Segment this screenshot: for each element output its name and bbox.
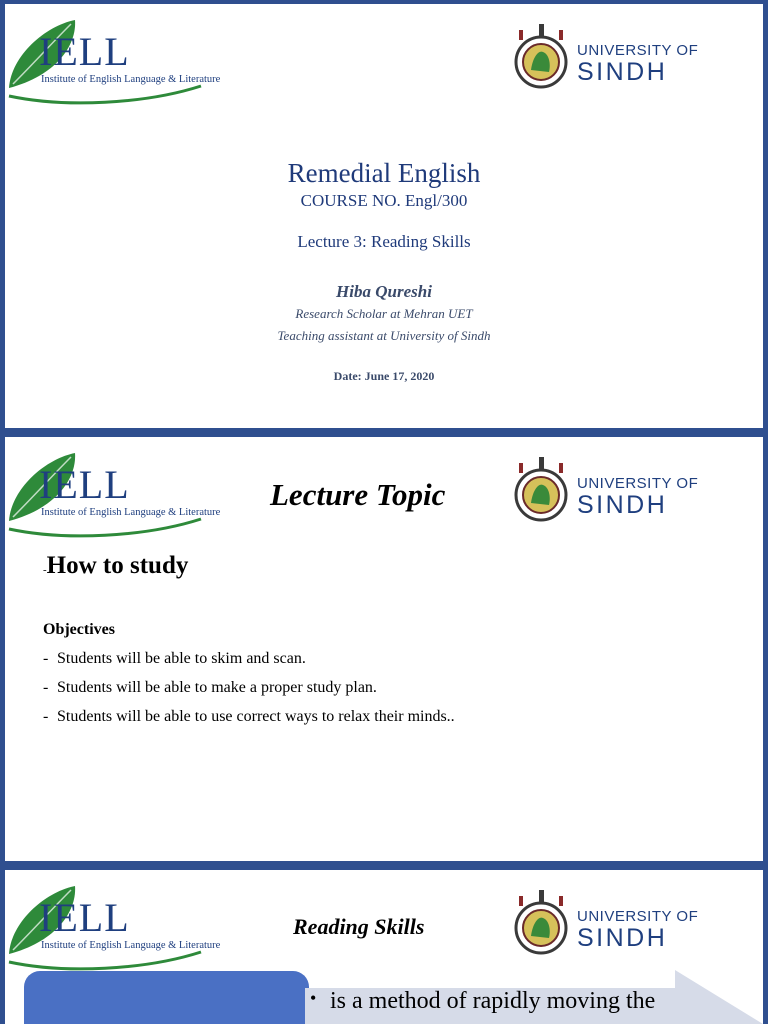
bullet-dot: •	[310, 988, 317, 1008]
definition-text: is a method of rapidly moving the	[330, 988, 656, 1014]
topic-text: How to study	[46, 552, 189, 579]
iell-subtitle: Institute of English Language & Literature	[41, 940, 221, 951]
slide-title	[5, 4, 763, 428]
iell-logo	[5, 449, 221, 549]
university-seal-icon	[513, 455, 573, 529]
slide-reading-skills	[5, 870, 763, 1024]
iell-logo	[5, 16, 221, 116]
objectives-list	[43, 648, 455, 735]
slide-heading: Reading Skills	[293, 914, 425, 939]
objectives-label: Objectives	[43, 621, 115, 638]
iell-title: IELL	[39, 895, 130, 940]
presenter-role-1: Research Scholar at Mehran UET	[295, 306, 473, 321]
uos-line2: SINDH	[577, 924, 668, 952]
uos-line1: UNIVERSITY OF	[577, 475, 699, 492]
university-seal-icon	[513, 22, 573, 96]
uos-line1: UNIVERSITY OF	[577, 42, 699, 59]
iell-subtitle: Institute of English Language & Literature	[41, 507, 221, 518]
lecture-title: Lecture 3: Reading Skills	[297, 232, 471, 251]
course-number: COURSE NO. Engl/300	[300, 191, 468, 210]
iell-title: IELL	[39, 29, 130, 74]
topic-dash: -	[43, 564, 47, 576]
slide-lecture-topic	[5, 437, 763, 861]
university-of-sindh-logo	[513, 888, 713, 968]
objective-text: Students will be able to skim and scan.	[57, 650, 306, 667]
list-item	[43, 648, 455, 677]
iell-subtitle: Institute of English Language & Literature	[41, 74, 221, 85]
uos-line2: SINDH	[577, 58, 668, 86]
uos-line2: SINDH	[577, 491, 668, 519]
uos-line1: UNIVERSITY OF	[577, 908, 699, 925]
course-title: Remedial English	[287, 158, 481, 188]
topic-line	[43, 552, 188, 580]
iell-title: IELL	[39, 462, 130, 507]
iell-logo	[5, 882, 221, 982]
list-item	[43, 706, 455, 735]
objective-text: Students will be able to make a proper study plan.	[57, 679, 377, 696]
presenter-name: Hiba Qureshi	[336, 282, 432, 301]
list-bullet: -	[43, 679, 49, 696]
slide-heading: Lecture Topic	[270, 477, 446, 512]
presenter-role-2: Teaching assistant at University of Sindh	[277, 328, 491, 343]
list-item	[43, 677, 455, 706]
definition-bullet	[310, 988, 655, 1015]
list-bullet: -	[43, 708, 49, 725]
lecture-date: Date: June 17, 2020	[333, 369, 435, 383]
list-bullet: -	[43, 650, 49, 667]
objective-text: Students will be able to use correct ways to relax their minds..	[57, 708, 455, 725]
university-of-sindh-logo	[513, 22, 713, 102]
definition-box	[24, 971, 309, 1024]
university-seal-icon	[513, 888, 573, 962]
university-of-sindh-logo	[513, 455, 713, 535]
